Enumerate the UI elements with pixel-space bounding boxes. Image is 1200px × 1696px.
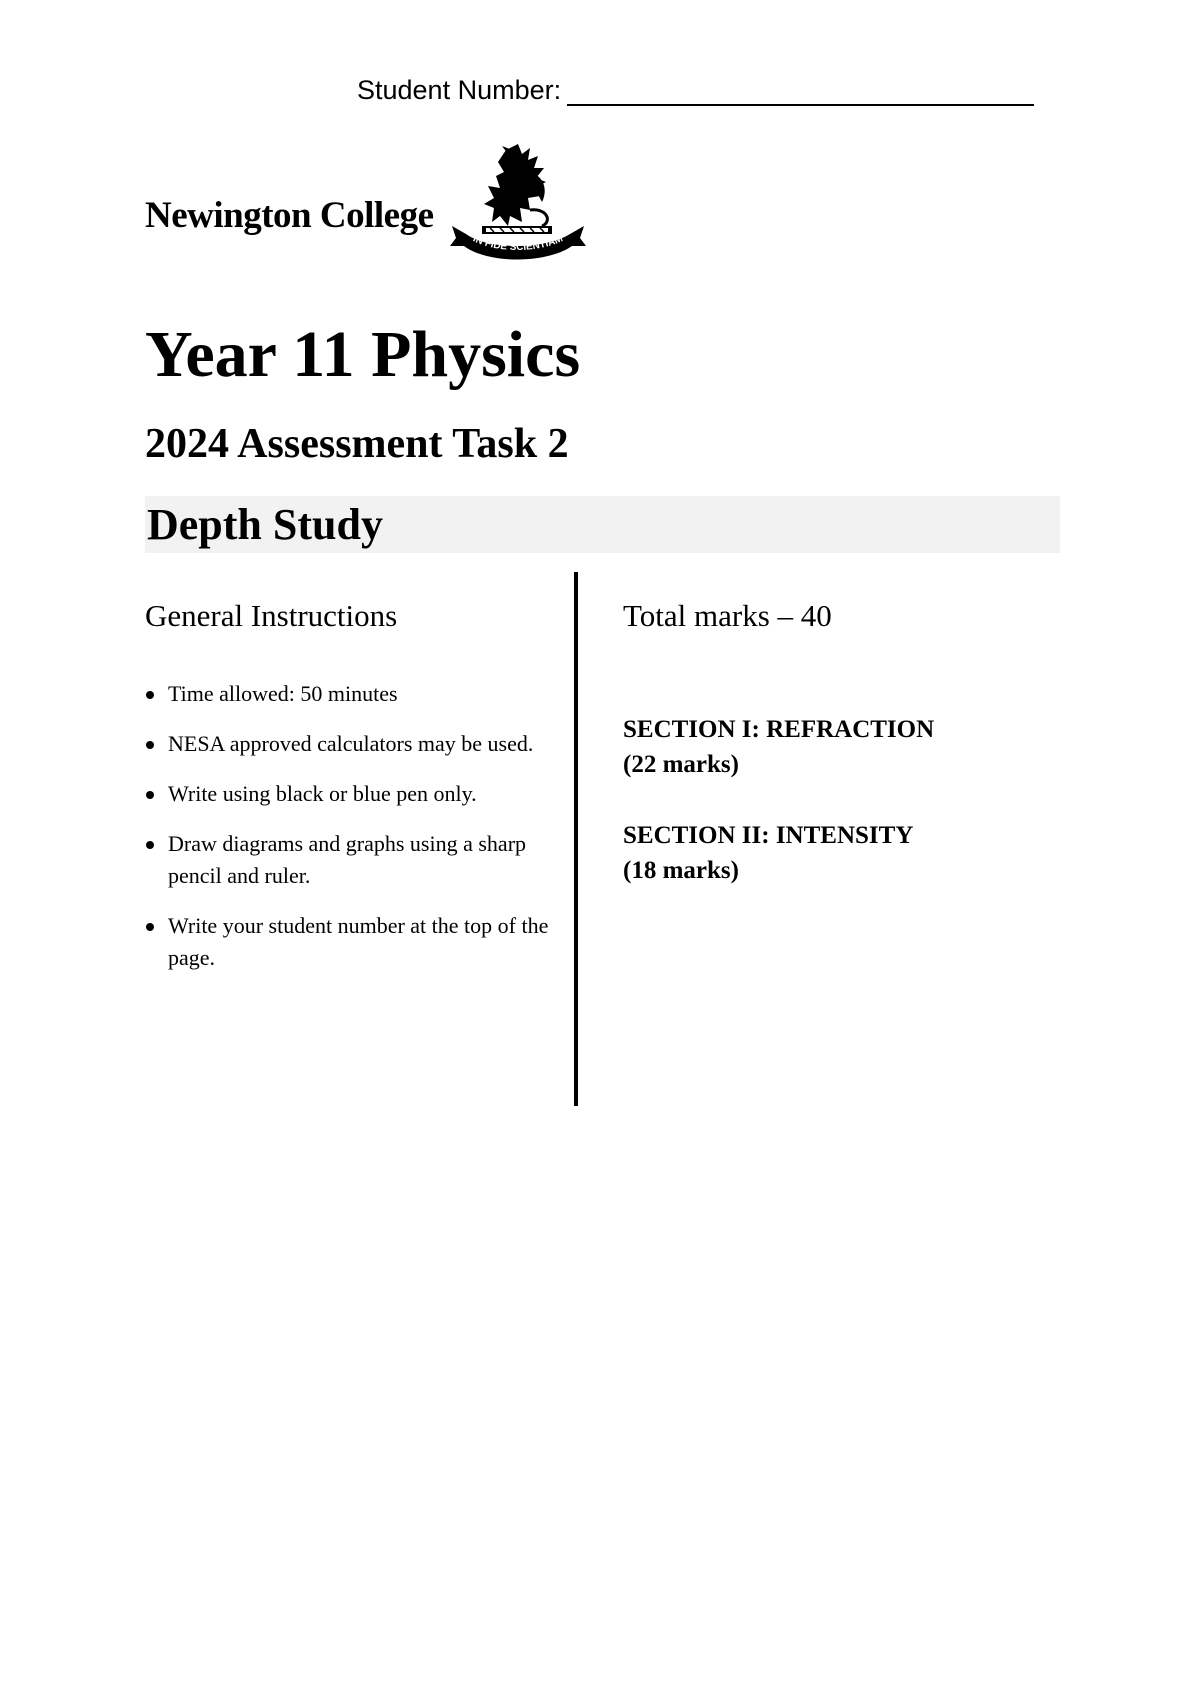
- student-number-label: Student Number:: [357, 75, 562, 105]
- section-1-marks: (22 marks): [623, 751, 739, 778]
- list-item: [145, 678, 570, 710]
- list-item: [145, 778, 570, 810]
- document-title: Year 11 Physics: [145, 318, 581, 391]
- student-number-field: [357, 74, 1034, 106]
- bullet-icon: [146, 923, 154, 931]
- column-divider: [574, 572, 578, 1106]
- marks-column: [623, 598, 1060, 888]
- list-item: [145, 910, 570, 974]
- school-logo: [145, 142, 588, 264]
- section-2: [623, 818, 1060, 888]
- instruction-text: Write using black or blue pen only.: [168, 781, 477, 806]
- bullet-icon: [146, 741, 154, 749]
- school-wordmark: Newington College: [145, 195, 434, 236]
- bullet-icon: [146, 691, 154, 699]
- band-title: Depth Study: [147, 500, 383, 549]
- bullet-icon: [146, 841, 154, 849]
- instructions-list: [145, 678, 570, 974]
- instruction-text: Time allowed: 50 minutes: [168, 681, 398, 706]
- general-instructions-heading: General Instructions: [145, 598, 398, 633]
- section-1: [623, 712, 1060, 782]
- instruction-text: Write your student number at the top of the page.: [168, 913, 549, 970]
- list-item: [145, 728, 570, 760]
- total-marks-heading: Total marks – 40: [623, 598, 832, 633]
- student-number-blank-line: [567, 74, 1034, 106]
- section-2-name: SECTION II: INTENSITY: [623, 822, 914, 849]
- crest-motto: IN FIDE SCIENTIAM: [470, 233, 565, 254]
- general-instructions-column: [145, 598, 570, 992]
- list-item: [145, 828, 570, 892]
- dragon-crest-icon: [448, 142, 588, 264]
- title-band: [145, 496, 1060, 553]
- document-subtitle: 2024 Assessment Task 2: [145, 421, 569, 467]
- instruction-text: Draw diagrams and graphs using a sharp pencil and ruler.: [168, 831, 527, 888]
- section-2-marks: (18 marks): [623, 857, 739, 884]
- instruction-text: NESA approved calculators may be used.: [168, 731, 534, 756]
- bullet-icon: [146, 791, 154, 799]
- section-1-name: SECTION I: REFRACTION: [623, 716, 935, 743]
